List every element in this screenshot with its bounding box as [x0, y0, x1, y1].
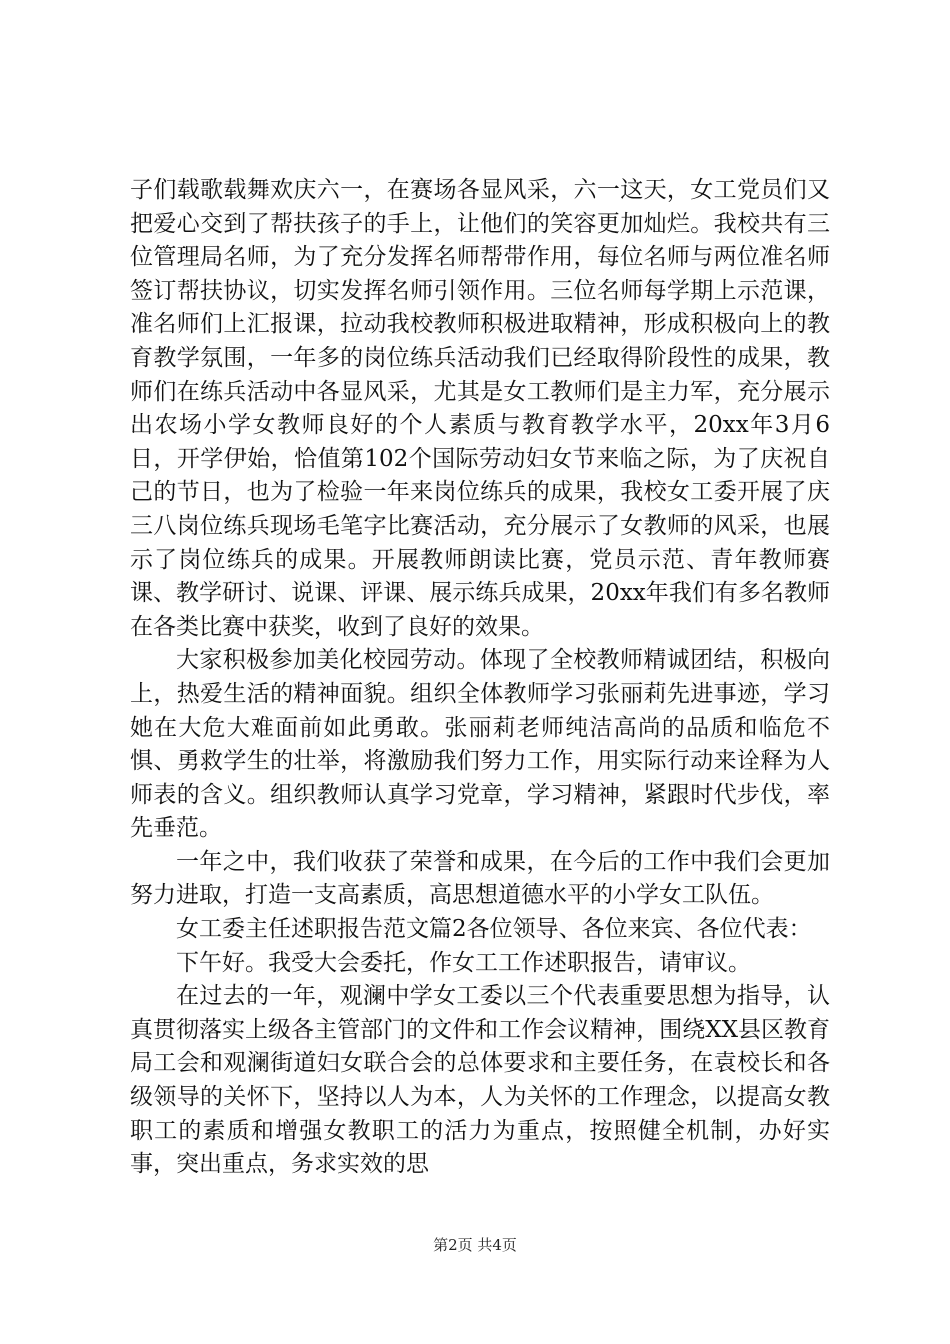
paragraph-6: 在过去的一年，观澜中学女工委以三个代表重要思想为指导，认真贯彻落实上级各主管部门的文件和工作会议精神，围绕XX县区教育局工会和观澜街道妇女联合会的总体要求和主要任务，在袁校长和各级领导的关怀下，坚持以人为本，人为关怀的工作理念，以提高女教职工的素质和增强女教职工的活力为重点，按照健全机制，办好实事，突出重点，务求实效的思	[130, 983, 830, 1178]
paragraph-5: 下午好。我受大会委托，作女工工作述职报告，请审议。	[176, 949, 751, 976]
page-number: 第2页 共4页	[433, 1236, 517, 1254]
paragraph-2: 大家积极参加美化校园劳动。体现了全校教师精诚团结，积极向上，热爱生活的精神面貌。组织全体教师学习张丽莉先进事迹，学习她在大危大难面前如此勇敢。张丽莉老师纯洁高尚的品质和临危不惧、勇救学生的壮举，将激励我们努力工作，用实际行动来诠释为人师表的含义。组织教师认真学习党章，学习精神，紧跟时代步伐，率先垂范。	[130, 647, 830, 842]
paragraph-3: 一年之中，我们收获了荣誉和成果，在今后的工作中我们会更加努力进取，打造一支高素质，高思想道德水平的小学女工队伍。	[130, 848, 830, 909]
document-body	[130, 174, 830, 1182]
paragraph-4: 女工委主任述职报告范文篇2各位领导、各位来宾、各位代表：	[176, 916, 812, 943]
page-footer	[0, 1234, 950, 1255]
paragraph-1: 子们载歌载舞欢庆六一，在赛场各显风采，六一这天，女工党员们又把爱心交到了帮扶孩子的手上，让他们的笑容更加灿烂。我校共有三位管理局名师，为了充分发挥名师帮带作用，每位名师与两位准名师签订帮扶协议，切实发挥名师引领作用。三位名师每学期上示范课，准名师们上汇报课，拉动我校教师积极进取精神，形成积极向上的教育教学氛围，一年多的岗位练兵活动我们已经取得阶段性的成果，教师们在练兵活动中各显风采，尤其是女工教师们是主力军，充分展示出农场小学女教师良好的个人素质与教育教学水平，20xx年3月6日，开学伊始，恰值第102个国际劳动妇女节来临之际，为了庆祝自己的节日，也为了检验一年来岗位练兵的成果，我校女工委开展了庆三八岗位练兵现场毛笔字比赛活动，充分展示了女教师的风采，也展示了岗位练兵的成果。开展教师朗读比赛，党员示范、青年教师赛课、教学研讨、说课、评课、展示练兵成果，20xx年我们有多名教师在各类比赛中获奖，收到了良好的效果。	[130, 177, 830, 640]
